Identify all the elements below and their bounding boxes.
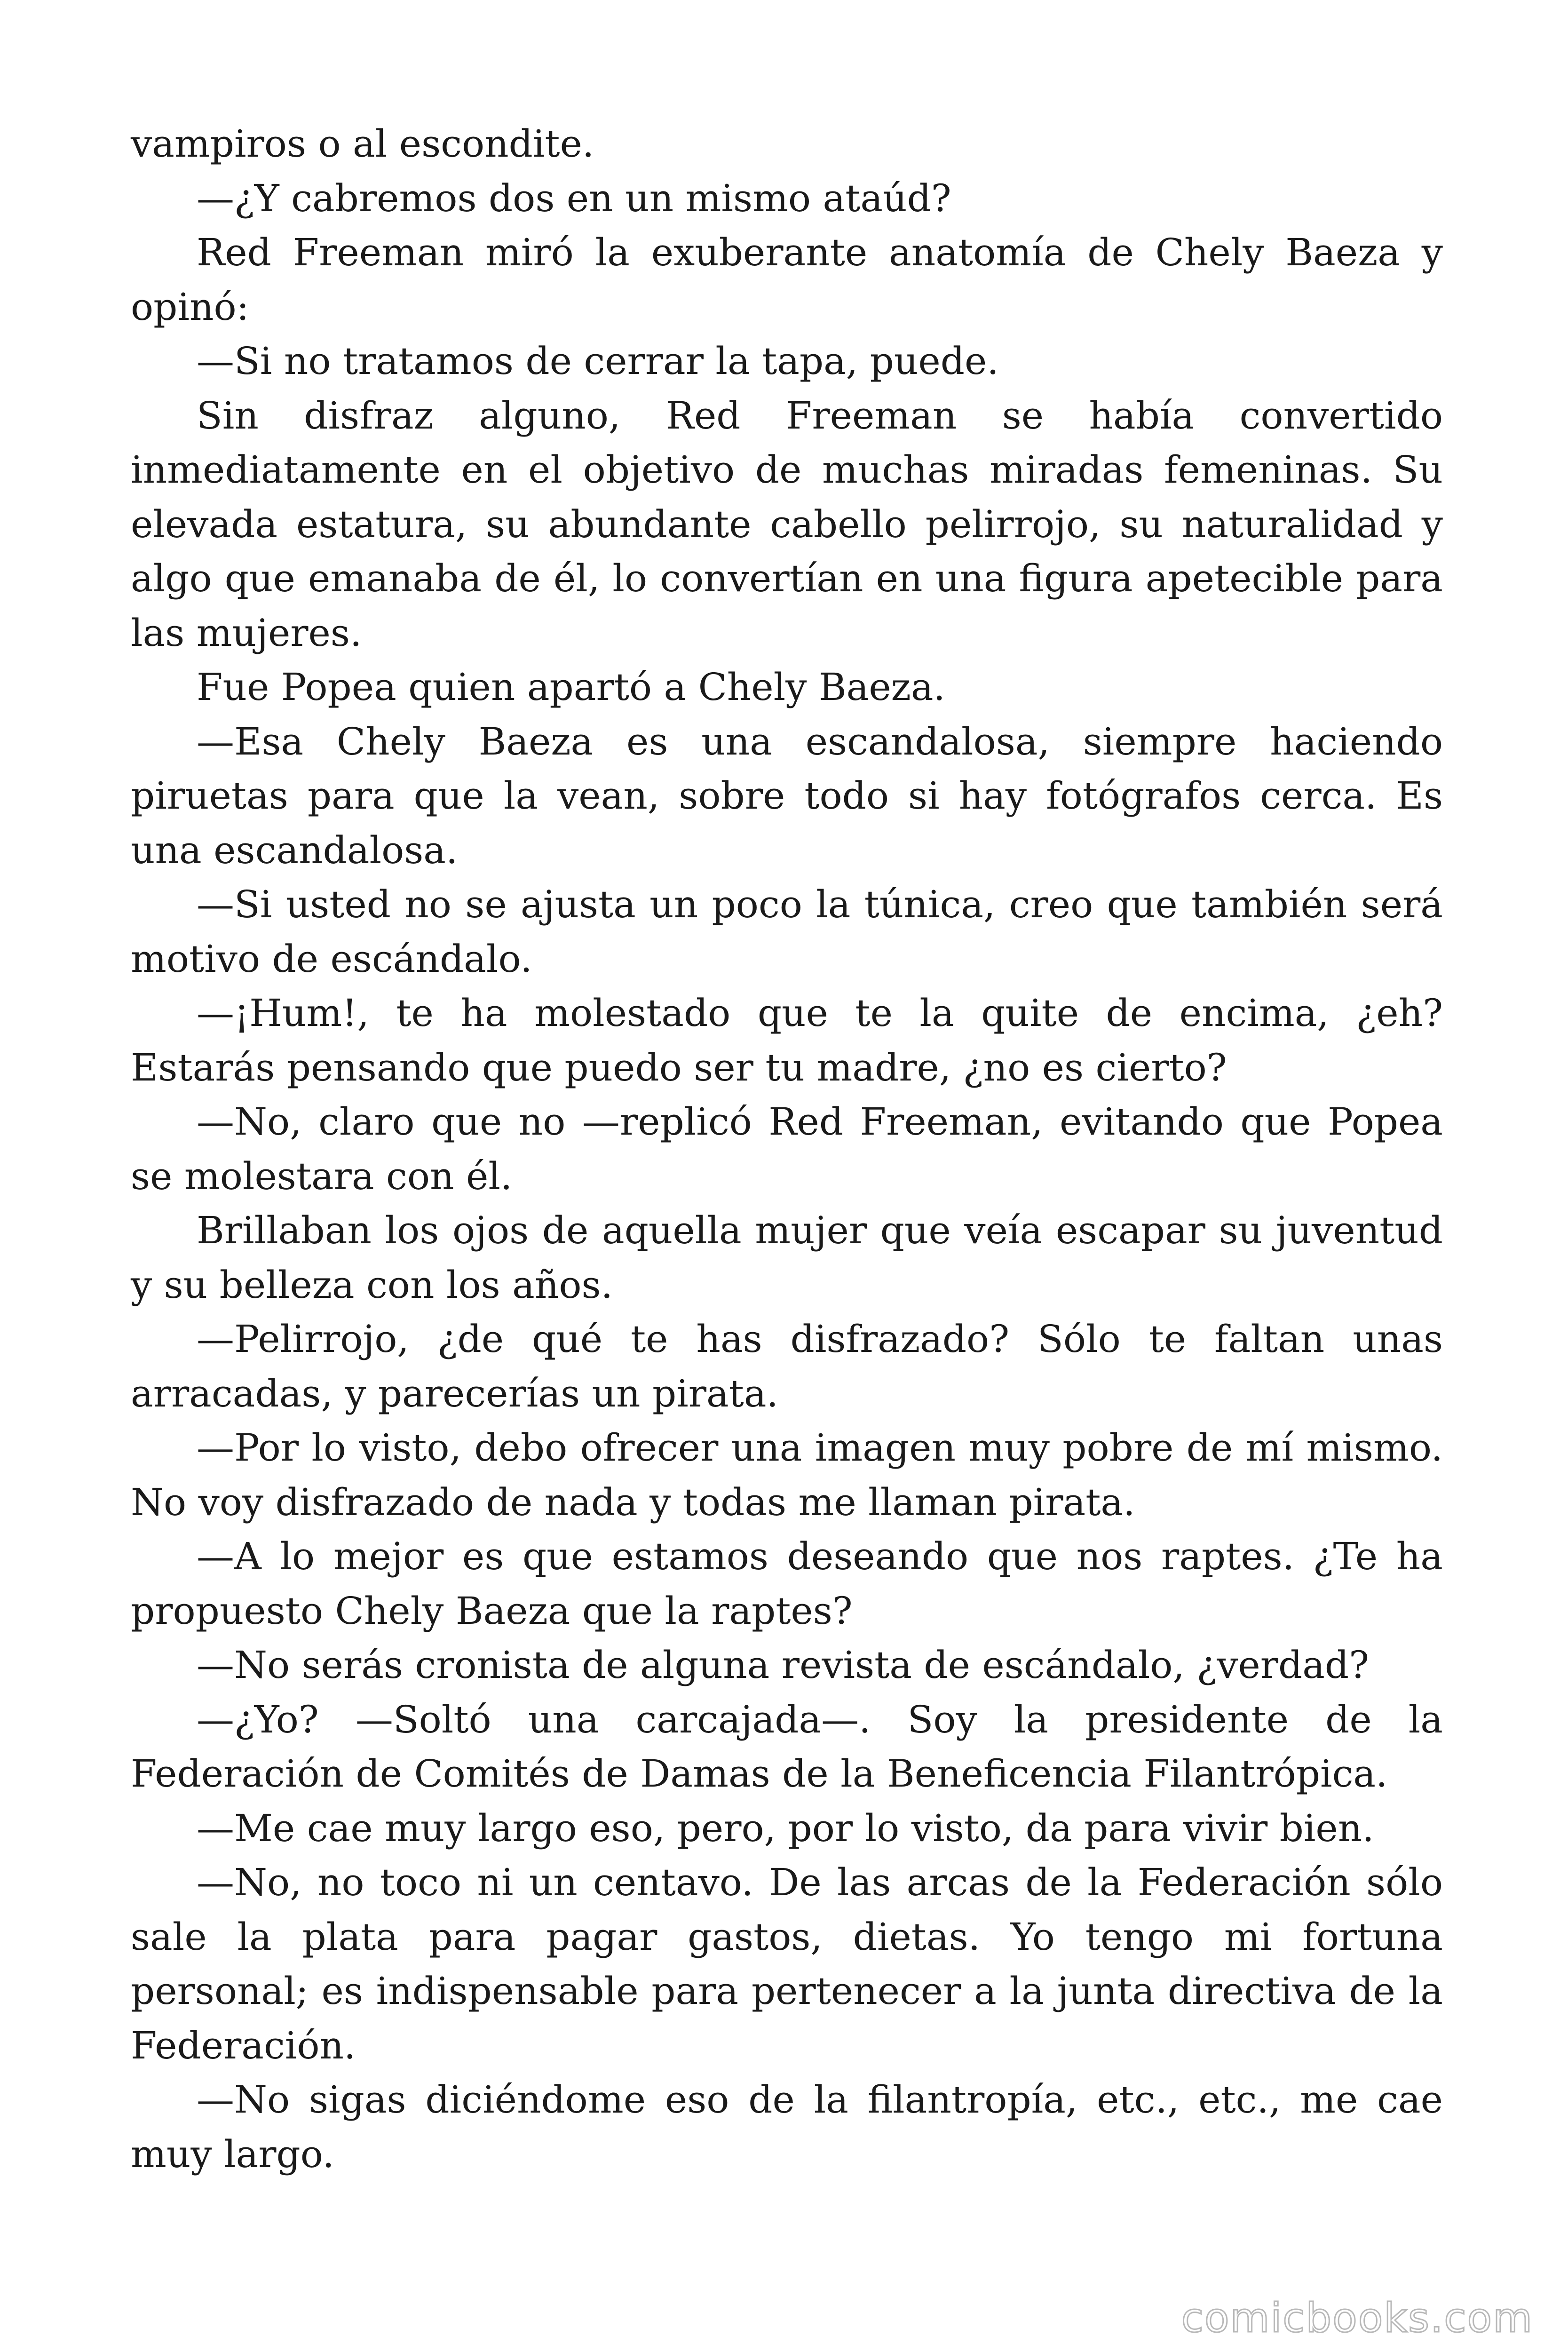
paragraph: Brillaban los ojos de aquella mujer que veía escapar su juventud y su belleza con los años. bbox=[131, 1208, 1443, 1307]
paragraph: —Me cae muy largo eso, pero, por lo visto, da para vivir bien. bbox=[197, 1806, 1374, 1850]
paragraph: Red Freeman miró la exuberante anatomía de Chely Baeza y opinó: bbox=[131, 230, 1443, 329]
paragraph: —A lo mejor es que estamos deseando que nos raptes. ¿Te ha propuesto Chely Baeza que la raptes? bbox=[131, 1534, 1443, 1633]
paragraph: —¿Y cabremos dos en un mismo ataúd? bbox=[197, 176, 951, 220]
paragraph: Sin disfraz alguno, Red Freeman se había convertido inmediatamente en el objetivo de muchas miradas femeninas. Su elevada estatura, su abundante cabello pelirrojo, su naturalidad y algo que emanaba de él, lo convertían en una figura apetecible para las mujeres. bbox=[131, 393, 1443, 655]
paragraph: —No serás cronista de alguna revista de escándalo, ¿verdad? bbox=[197, 1643, 1370, 1687]
body-text bbox=[131, 117, 1443, 2181]
paragraph: —No sigas diciéndome eso de la filantropía, etc., etc., me cae muy largo. bbox=[131, 2078, 1443, 2176]
paragraph: —No, claro que no —replicó Red Freeman, evitando que Popea se molestara con él. bbox=[131, 1100, 1443, 1198]
paragraph: —Por lo visto, debo ofrecer una imagen muy pobre de mí mismo. No voy disfrazado de nada y todas me llaman pirata. bbox=[131, 1426, 1443, 1524]
paragraph: —Si usted no se ajusta un poco la túnica, creo que también será motivo de escándalo. bbox=[131, 882, 1443, 981]
watermark: comicbooks.com bbox=[1181, 2295, 1533, 2342]
paragraph: Fue Popea quien apartó a Chely Baeza. bbox=[197, 665, 945, 709]
paragraph: —Si no tratamos de cerrar la tapa, puede. bbox=[197, 339, 999, 383]
paragraph: —Esa Chely Baeza es una escandalosa, siempre haciendo piruetas para que la vean, sobre todo si hay fotógrafos cerca. Es una escandalosa. bbox=[131, 719, 1443, 872]
paragraph: —¡Hum!, te ha molestado que te la quite de encima, ¿eh? Estarás pensando que puedo ser tu madre, ¿no es cierto? bbox=[131, 991, 1443, 1089]
paragraph: —Pelirrojo, ¿de qué te has disfrazado? Sólo te faltan unas arracadas, y parecerías un pirata. bbox=[131, 1317, 1443, 1415]
paragraph: —¿Yo? —Soltó una carcajada—. Soy la presidente de la Federación de Comités de Damas de la Beneficencia Filantrópica. bbox=[131, 1697, 1443, 1796]
paragraph: —No, no toco ni un centavo. De las arcas de la Federación sólo sale la plata para pagar gastos, dietas. Yo tengo mi fortuna personal; es indispensable para pertenecer a la junta directiva de la Federación. bbox=[131, 1860, 1443, 2067]
paragraph: vampiros o al escondite. bbox=[131, 122, 594, 166]
